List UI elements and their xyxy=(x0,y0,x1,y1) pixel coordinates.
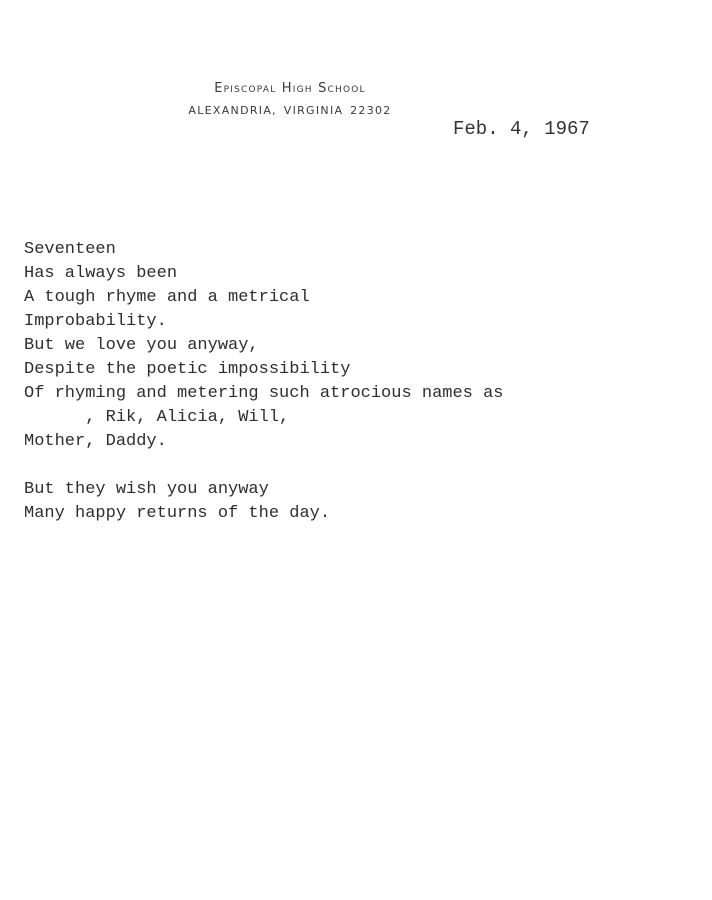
letterhead xyxy=(0,80,580,120)
poem-line: Seventeen xyxy=(24,240,116,259)
poem-body xyxy=(24,238,684,550)
poem-line: Many happy returns of the day. xyxy=(24,504,331,523)
poem-line: A tough rhyme and a metrical xyxy=(24,288,310,307)
stanza-1 xyxy=(24,238,684,454)
school-name: Episcopal High School xyxy=(214,81,366,96)
stanza-2 xyxy=(24,478,684,526)
poem-line: Mother, Daddy. xyxy=(24,432,167,451)
poem-line: But they wish you anyway xyxy=(24,480,269,499)
school-address: ALEXANDRIA, VIRGINIA 22302 xyxy=(188,104,392,117)
poem-line: Of rhyming and metering such atrocious names as xyxy=(24,384,504,403)
poem-line: Has always been xyxy=(24,264,178,283)
poem-line: Improbability. xyxy=(24,312,167,331)
poem-line: Despite the poetic impossibility xyxy=(24,360,351,379)
poem-line: , Rik, Alicia, Will, xyxy=(24,408,290,427)
poem-line: But we love you anyway, xyxy=(24,336,259,355)
letter-date: Feb. 4, 1967 xyxy=(453,118,590,140)
